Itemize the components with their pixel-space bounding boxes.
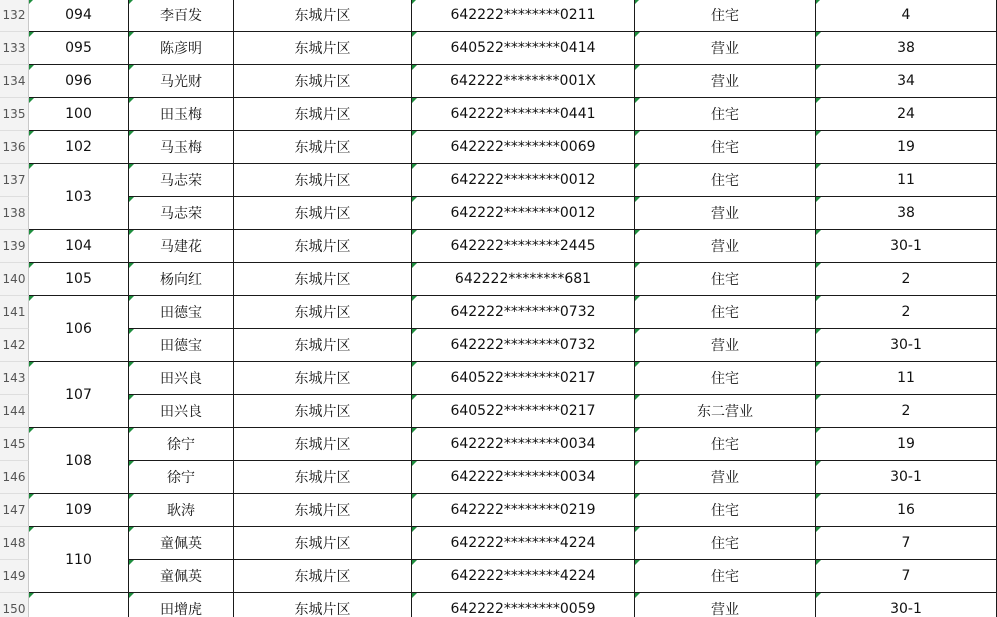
- cell-num[interactable]: 2: [816, 296, 997, 329]
- cell-type[interactable]: 东二营业: [635, 395, 816, 428]
- row-header[interactable]: 143: [0, 362, 29, 395]
- cell-id[interactable]: 642222********0034: [412, 428, 635, 461]
- row-header[interactable]: 141: [0, 296, 29, 329]
- row-header[interactable]: 147: [0, 494, 29, 527]
- cell-name[interactable]: 马光财: [129, 65, 234, 98]
- cell-id[interactable]: 642222********2445: [412, 230, 635, 263]
- row-header[interactable]: 137: [0, 164, 29, 197]
- cell-type[interactable]: 住宅: [635, 362, 816, 395]
- cell-area[interactable]: 东城片区: [234, 197, 412, 230]
- cell-seq[interactable]: [29, 593, 129, 617]
- cell-area[interactable]: 东城片区: [234, 131, 412, 164]
- cell-name[interactable]: 徐宁: [129, 428, 234, 461]
- cell-name[interactable]: 田玉梅: [129, 98, 234, 131]
- cell-name[interactable]: 陈彦明: [129, 32, 234, 65]
- cell-id[interactable]: 642222********0012: [412, 164, 635, 197]
- cell-area[interactable]: 东城片区: [234, 329, 412, 362]
- cell-num[interactable]: 7: [816, 527, 997, 560]
- cell-area[interactable]: 东城片区: [234, 560, 412, 593]
- cell-name[interactable]: 田兴良: [129, 362, 234, 395]
- row-header[interactable]: 150: [0, 593, 29, 617]
- cell-name[interactable]: 马建花: [129, 230, 234, 263]
- cell-id[interactable]: 642222********0219: [412, 494, 635, 527]
- cell-id[interactable]: 642222********0034: [412, 461, 635, 494]
- cell-area[interactable]: 东城片区: [234, 461, 412, 494]
- cell-type[interactable]: 住宅: [635, 494, 816, 527]
- cell-num[interactable]: 7: [816, 560, 997, 593]
- cell-id[interactable]: 642222********0211: [412, 0, 635, 32]
- cell-area[interactable]: 东城片区: [234, 32, 412, 65]
- cell-num[interactable]: 11: [816, 164, 997, 197]
- row-header[interactable]: 146: [0, 461, 29, 494]
- row-header[interactable]: 149: [0, 560, 29, 593]
- row-header[interactable]: 135: [0, 98, 29, 131]
- row-header[interactable]: 148: [0, 527, 29, 560]
- cell-name[interactable]: 田德宝: [129, 329, 234, 362]
- cell-id[interactable]: 642222********0732: [412, 296, 635, 329]
- cell-seq[interactable]: 110: [29, 527, 129, 593]
- cell-name[interactable]: 田增虎: [129, 593, 234, 617]
- cell-seq[interactable]: 108: [29, 428, 129, 494]
- cell-type[interactable]: 住宅: [635, 527, 816, 560]
- cell-type[interactable]: 住宅: [635, 131, 816, 164]
- row-header[interactable]: 132: [0, 0, 29, 32]
- cell-type[interactable]: 营业: [635, 197, 816, 230]
- row-header[interactable]: 142: [0, 329, 29, 362]
- cell-type[interactable]: 住宅: [635, 296, 816, 329]
- cell-seq[interactable]: 105: [29, 263, 129, 296]
- cell-seq[interactable]: 096: [29, 65, 129, 98]
- cell-name[interactable]: 李百发: [129, 0, 234, 32]
- cell-seq[interactable]: 104: [29, 230, 129, 263]
- cell-seq[interactable]: 100: [29, 98, 129, 131]
- row-header[interactable]: 139: [0, 230, 29, 263]
- cell-num[interactable]: 38: [816, 32, 997, 65]
- cell-num[interactable]: 38: [816, 197, 997, 230]
- cell-area[interactable]: 东城片区: [234, 362, 412, 395]
- cell-type[interactable]: 营业: [635, 65, 816, 98]
- cell-name[interactable]: 童佩英: [129, 527, 234, 560]
- cell-seq[interactable]: 106: [29, 296, 129, 362]
- cell-id[interactable]: 642222********0059: [412, 593, 635, 617]
- cell-type[interactable]: 住宅: [635, 263, 816, 296]
- cell-type[interactable]: 住宅: [635, 164, 816, 197]
- row-header[interactable]: 138: [0, 197, 29, 230]
- cell-type[interactable]: 营业: [635, 593, 816, 617]
- cell-name[interactable]: 耿涛: [129, 494, 234, 527]
- row-header[interactable]: 140: [0, 263, 29, 296]
- cell-num[interactable]: 30-1: [816, 593, 997, 617]
- cell-id[interactable]: 640522********0414: [412, 32, 635, 65]
- cell-name[interactable]: 马志荣: [129, 197, 234, 230]
- cell-name[interactable]: 马志荣: [129, 164, 234, 197]
- cell-num[interactable]: 30-1: [816, 230, 997, 263]
- cell-num[interactable]: 30-1: [816, 461, 997, 494]
- cell-num[interactable]: 2: [816, 263, 997, 296]
- row-header[interactable]: 145: [0, 428, 29, 461]
- row-header[interactable]: 144: [0, 395, 29, 428]
- cell-id[interactable]: 642222********0441: [412, 98, 635, 131]
- cell-name[interactable]: 马玉梅: [129, 131, 234, 164]
- cell-type[interactable]: 住宅: [635, 428, 816, 461]
- cell-type[interactable]: 住宅: [635, 0, 816, 32]
- cell-seq[interactable]: 095: [29, 32, 129, 65]
- cell-num[interactable]: 11: [816, 362, 997, 395]
- cell-num[interactable]: 19: [816, 428, 997, 461]
- cell-name[interactable]: 徐宁: [129, 461, 234, 494]
- cell-area[interactable]: 东城片区: [234, 0, 412, 32]
- cell-area[interactable]: 东城片区: [234, 65, 412, 98]
- cell-area[interactable]: 东城片区: [234, 494, 412, 527]
- cell-name[interactable]: 田德宝: [129, 296, 234, 329]
- cell-area[interactable]: 东城片区: [234, 395, 412, 428]
- cell-num[interactable]: 16: [816, 494, 997, 527]
- cell-id[interactable]: 642222********0012: [412, 197, 635, 230]
- cell-area[interactable]: 东城片区: [234, 593, 412, 617]
- cell-area[interactable]: 东城片区: [234, 230, 412, 263]
- cell-type[interactable]: 住宅: [635, 560, 816, 593]
- cell-type[interactable]: 营业: [635, 461, 816, 494]
- cell-area[interactable]: 东城片区: [234, 164, 412, 197]
- cell-id[interactable]: 642222********681: [412, 263, 635, 296]
- cell-name[interactable]: 杨向红: [129, 263, 234, 296]
- cell-area[interactable]: 东城片区: [234, 98, 412, 131]
- cell-num[interactable]: 2: [816, 395, 997, 428]
- cell-num[interactable]: 24: [816, 98, 997, 131]
- cell-seq[interactable]: 094: [29, 0, 129, 32]
- cell-name[interactable]: 童佩英: [129, 560, 234, 593]
- cell-area[interactable]: 东城片区: [234, 263, 412, 296]
- cell-id[interactable]: 642222********4224: [412, 560, 635, 593]
- cell-seq[interactable]: 107: [29, 362, 129, 428]
- cell-num[interactable]: 30-1: [816, 329, 997, 362]
- cell-id[interactable]: 642222********0732: [412, 329, 635, 362]
- cell-id[interactable]: 642222********4224: [412, 527, 635, 560]
- cell-type[interactable]: 营业: [635, 329, 816, 362]
- cell-area[interactable]: 东城片区: [234, 428, 412, 461]
- cell-type[interactable]: 住宅: [635, 98, 816, 131]
- cell-seq[interactable]: 103: [29, 164, 129, 230]
- cell-seq[interactable]: 102: [29, 131, 129, 164]
- cell-type[interactable]: 营业: [635, 32, 816, 65]
- row-header[interactable]: 136: [0, 131, 29, 164]
- cell-num[interactable]: 19: [816, 131, 997, 164]
- cell-num[interactable]: 34: [816, 65, 997, 98]
- cell-area[interactable]: 东城片区: [234, 296, 412, 329]
- cell-name[interactable]: 田兴良: [129, 395, 234, 428]
- cell-seq[interactable]: 109: [29, 494, 129, 527]
- cell-type[interactable]: 营业: [635, 230, 816, 263]
- cell-num[interactable]: 4: [816, 0, 997, 32]
- cell-area[interactable]: 东城片区: [234, 527, 412, 560]
- cell-id[interactable]: 640522********0217: [412, 395, 635, 428]
- row-header[interactable]: 134: [0, 65, 29, 98]
- row-header[interactable]: 133: [0, 32, 29, 65]
- cell-id[interactable]: 642222********001X: [412, 65, 635, 98]
- cell-id[interactable]: 640522********0217: [412, 362, 635, 395]
- cell-id[interactable]: 642222********0069: [412, 131, 635, 164]
